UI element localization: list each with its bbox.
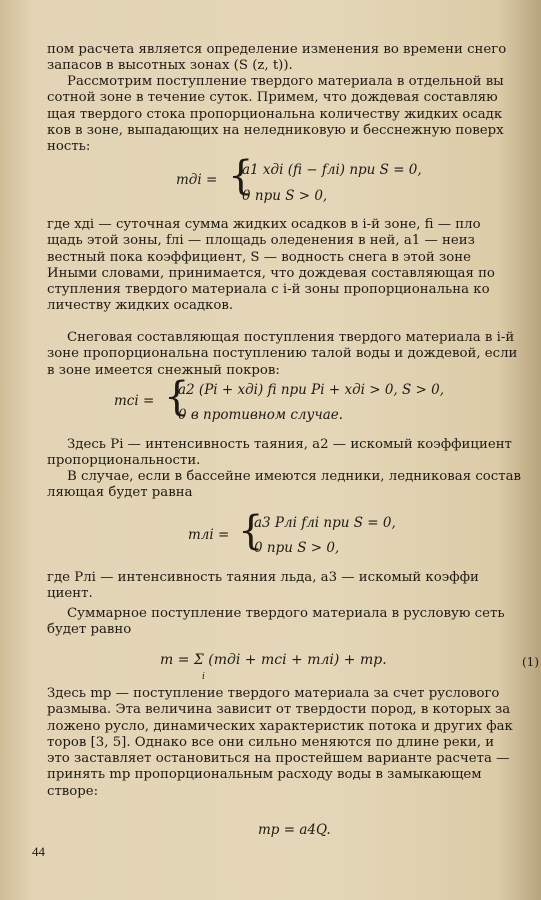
equation-number: (1): [522, 655, 539, 669]
text-line: размыва. Эта величина зависит от твердости пород, в которых за: [47, 702, 511, 718]
text-line: пропорциональности.: [47, 453, 201, 469]
text-line: вестный пока коэффициент, S — водность снега в этой зоне: [47, 249, 471, 265]
text-line: Здесь mр — поступление твердого материала за счет руслового: [47, 686, 500, 701]
text-line: будет равно: [47, 622, 132, 638]
text-line: Здесь Pi — интенсивность таяния, a2 — искомый коэффициент: [67, 437, 512, 452]
text-line: сотной зоне в течение суток. Примем, что дождевая составляю: [47, 90, 498, 106]
equation-3-case-2: 0 при S > 0,: [254, 540, 340, 556]
brace-icon: {: [164, 374, 190, 420]
text-line: в зоне имеется снежный покров:: [47, 362, 280, 378]
brace-icon: {: [228, 153, 254, 199]
paragraph-2: [47, 74, 539, 155]
paragraph-5: [47, 437, 539, 470]
text-line: створе:: [47, 783, 99, 799]
equation-1-lhs: mдi =: [176, 172, 218, 188]
equation-1-case-1: a1 xдi (fi − fлi) при S = 0,: [242, 162, 422, 178]
text-line: щадь этой зоны, fлi — площадь оледенения в ней, a1 — неиз: [47, 233, 475, 249]
equation-4: m = Σ (mдi + mсi + mлi) + mр.: [160, 652, 387, 668]
paragraph-7: [47, 570, 539, 603]
page-number: 44: [32, 844, 45, 859]
text-line: щая твердого стока пропорциональна количеству жидких осадк: [47, 106, 503, 122]
equation-1-case-2: 0 при S > 0,: [242, 188, 328, 204]
text-line: ность:: [47, 139, 91, 155]
text-line: Иными словами, принимается, что дождевая составляющая по: [47, 265, 495, 281]
text-line: ложено русло, динамических характеристик потока и других фак: [47, 718, 513, 734]
equation-3-case-1: a3 Pлi fлi при S = 0,: [254, 515, 396, 531]
text-line: В случае, если в бассейне имеются ледники, ледниковая состав: [67, 469, 522, 484]
paragraph-3: [47, 217, 539, 315]
text-line: где xдi — суточная сумма жидких осадков в i-й зоне, fi — пло: [47, 217, 481, 232]
paragraph-4: [47, 330, 539, 379]
paragraph-6: [47, 469, 539, 502]
paragraph-1: [47, 42, 539, 75]
equation-2-case-2: 0 в противном случае.: [178, 407, 344, 423]
text-line: пом расчета является определение изменения во времени снего: [47, 42, 507, 57]
text-line: Рассмотрим поступление твердого материала в отдельной вы: [67, 74, 504, 89]
text-line: Суммарное поступление твердого материала в русловую сеть: [67, 606, 505, 621]
equation-2-case-1: a2 (Pi + xдi) fi при Pi + xдi > 0, S > 0,: [178, 382, 445, 398]
text-line: торов [3, 5]. Однако все они сильно меняются по длине реки, и: [47, 734, 495, 750]
paragraph-8: [47, 606, 539, 639]
text-line: личеству жидких осадков.: [47, 298, 234, 314]
equation-3-lhs: mлi =: [188, 527, 230, 543]
equation-5: mр = a4Q.: [258, 822, 331, 838]
text-line: принять mр пропорциональным расходу воды в замыкающем: [47, 767, 482, 783]
equation-4-sum-index: i: [202, 672, 205, 682]
text-line: запасов в высотных зонах (S (z, t)).: [47, 58, 293, 74]
text-line: зоне пропорциональна поступлению талой воды и дождевой, если: [47, 346, 518, 362]
text-line: это заставляет остановиться на простейшем варианте расчета —: [47, 751, 510, 767]
text-line: ступления твердого материала с i-й зоны пропорциональна ко: [47, 282, 490, 298]
text-line: ков в зоне, выпадающих на неледниковую и бесснежную поверх: [47, 122, 504, 138]
equation-2-lhs: mсi =: [114, 393, 155, 409]
text-line: где Pлi — интенсивность таяния льда, a3 — искомый коэффи: [47, 570, 479, 585]
brace-icon: {: [238, 508, 264, 554]
text-line: ляющая будет равна: [47, 485, 193, 501]
text-line: циент.: [47, 586, 93, 602]
paragraph-9: [47, 686, 539, 800]
text-line: Снеговая составляющая поступления твердого материала в i-й: [67, 330, 515, 345]
